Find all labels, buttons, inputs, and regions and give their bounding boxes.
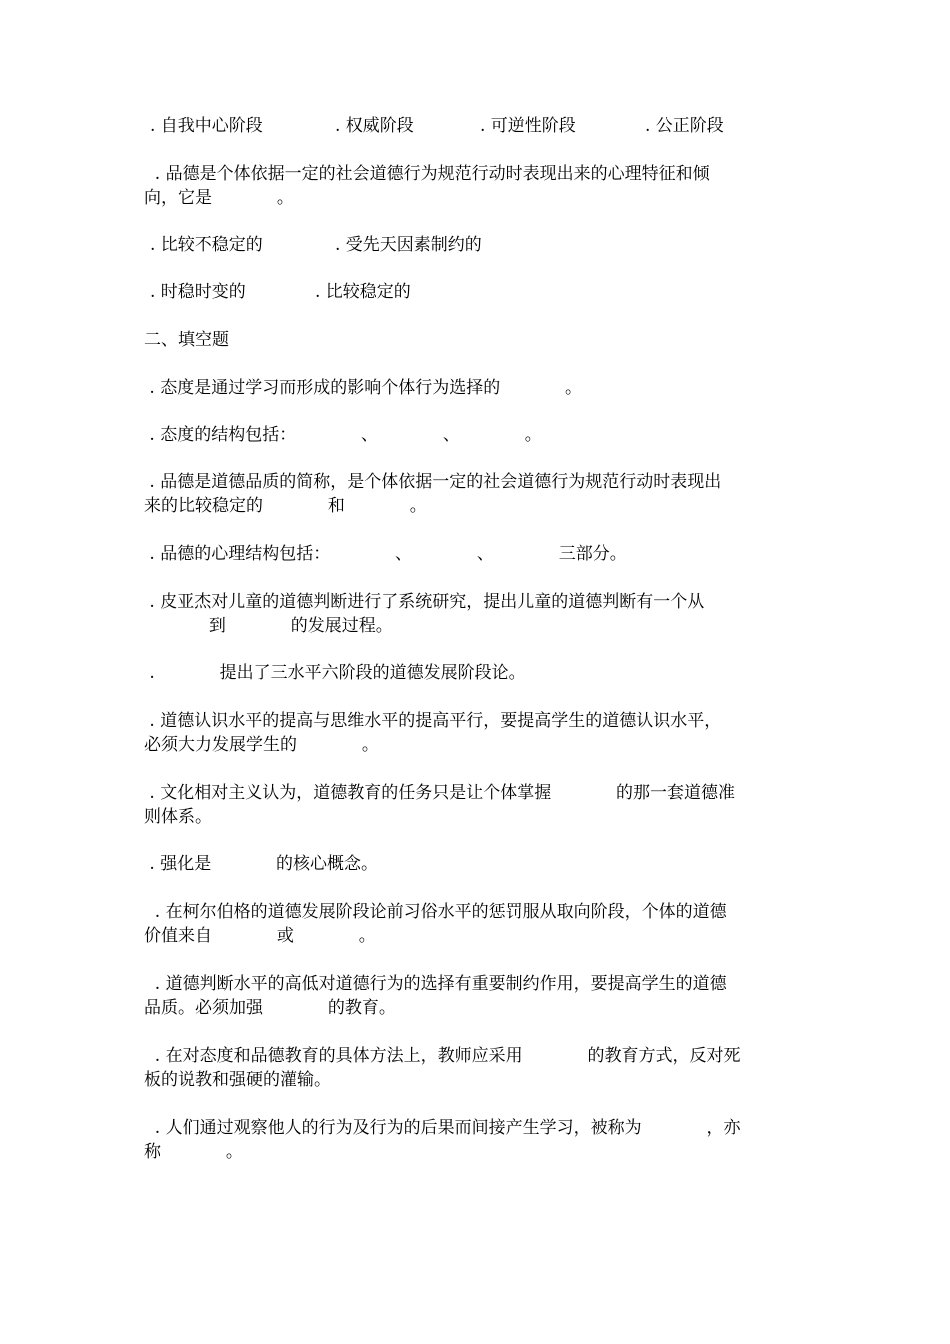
question-line-1: . 品德是个体依据一定的社会道德行为规范行动时表现出来的心理特征和倾 <box>144 164 710 184</box>
fill-item-8-line-2: 则体系。 <box>144 807 212 827</box>
fill-item-12-line-2: 板的说教和强硬的灌输。 <box>144 1070 331 1090</box>
fill-item-13-line-1: . 人们通过观察他人的行为及行为的后果而间接产生学习，被称为 ，亦 <box>144 1118 741 1138</box>
option-a-1: . 自我中心阶段 <box>150 116 263 136</box>
fill-item-1-line-1: . 态度是通过学习而形成的影响个体行为选择的 。 <box>144 378 583 398</box>
option-b-1: . 比较不稳定的 <box>150 235 263 255</box>
fill-item-2-line-1: . 态度的结构包括： 、 、 。 <box>144 425 542 445</box>
fill-item-9-line-1: . 强化是 的核心概念。 <box>144 854 379 874</box>
fill-item-6-line-1: . 提出了三水平六阶段的道德发展阶段论。 <box>144 663 526 683</box>
option-a-3: . 可逆性阶段 <box>480 116 576 136</box>
fill-item-11-line-1: . 道德判断水平的高低对道德行为的选择有重要制约作用，要提高学生的道德 <box>144 974 727 994</box>
fill-item-10-line-1: . 在柯尔伯格的道德发展阶段论前习俗水平的惩罚服从取向阶段，个体的道德 <box>144 902 727 922</box>
option-a-4: . 公正阶段 <box>645 116 724 136</box>
option-a-2: . 权威阶段 <box>335 116 414 136</box>
fill-item-13-line-2: 称 。 <box>144 1142 243 1162</box>
option-b-4: . 比较稳定的 <box>315 282 411 302</box>
fill-item-4-line-1: . 品德的心理结构包括： 、 、 三部分。 <box>144 544 627 564</box>
question-line-2: 向，它是 。 <box>144 188 294 208</box>
fill-item-7-line-1: . 道德认识水平的提高与思维水平的提高平行，要提高学生的道德认识水平， <box>144 711 722 731</box>
fill-item-3-line-1: . 品德是道德品质的简称，是个体依据一定的社会道德行为规范行动时表现出 <box>144 472 722 492</box>
section-title: 二、填空题 <box>144 330 229 350</box>
option-b-2: . 受先天因素制约的 <box>335 235 482 255</box>
fill-item-7-line-2: 必须大力发展学生的 。 <box>144 735 379 755</box>
fill-item-5-line-2: 到 的发展过程。 <box>144 616 393 636</box>
fill-item-12-line-1: . 在对态度和品德教育的具体方法上，教师应采用 的教育方式，反对死 <box>144 1046 741 1066</box>
fill-item-11-line-2: 品质。必须加强 的教育。 <box>144 998 396 1018</box>
fill-item-3-line-2: 来的比较稳定的 和 。 <box>144 496 427 516</box>
fill-item-10-line-2: 价值来自 或 。 <box>144 926 376 946</box>
fill-item-5-line-1: . 皮亚杰对儿童的道德判断进行了系统研究，提出儿童的道德判断有一个从 <box>144 592 705 612</box>
option-b-3: . 时稳时变的 <box>150 282 246 302</box>
fill-item-8-line-1: . 文化相对主义认为，道德教育的任务只是让个体掌握 的那一套道德准 <box>144 783 736 803</box>
